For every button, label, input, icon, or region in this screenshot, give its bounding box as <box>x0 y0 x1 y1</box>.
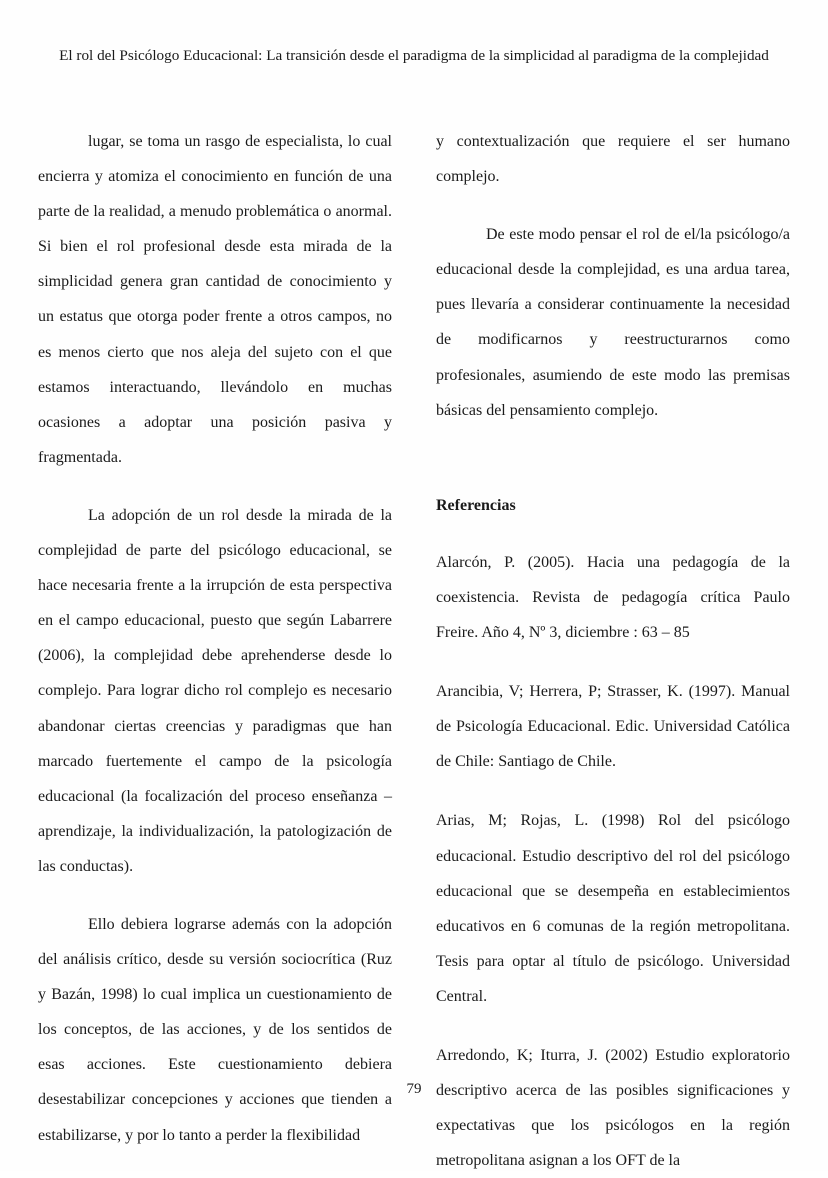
body-paragraph: Ello debiera lograrse además con la adopción del análisis crítico, desde su versión sociocrítica (Ruz y Bazán, 1998) lo cual implica un cuestionamiento de los conceptos, de las acciones, y de los sentidos de esas acciones. Este cuestionamiento debiera desestabilizar concepciones y acciones que tienden a estabilizarse, y por lo tanto a perder la flexibilidad <box>38 915 392 1144</box>
body-paragraph: De este modo pensar el rol de el/la psicólogo/a educacional desde la complejidad, es una ardua tarea, pues llevaría a considerar continuamente la necesidad de modificarnos y reestructurarnos como profesionales, asumiendo de este modo las premisas básicas del pensamiento complejo. <box>436 226 790 419</box>
reference-entry: Alarcón, P. (2005). Hacia una pedagogía de la coexistencia. Revista de pedagogía crítica Paulo Freire. Año 4, Nº 3, diciembre : 63 – 85 <box>436 553 790 642</box>
references-heading: Referencias <box>436 496 516 514</box>
body-paragraph: La adopción de un rol desde la mirada de la complejidad de parte del psicólogo educacional, se hace necesaria frente a la irrupción de esta perspectiva en el campo educacional, puesto que según Labarrere (2006), la complejidad debe aprehenderse desde lo complejo. Para lograr dicho rol complejo es necesario abandonar ciertas creencias y paradigmas que han marcado fuertemente el campo de la psicología educacional (la focalización del proceso enseñanza – aprendizaje, la individualización, la patologización de las conductas). <box>38 506 392 875</box>
left-column <box>38 124 392 1144</box>
running-header: El rol del Psicólogo Educacional: La transición desde el paradigma de la simplicidad al paradigma de la complejidad <box>59 47 769 64</box>
reference-entry: Arias, M; Rojas, L. (1998) Rol del psicólogo educacional. Estudio descriptivo del rol del psicólogo educacional que se desempeña en establecimientos educativos en 6 comunas de la región metropolitana. Tesis para optar al título de psicólogo. Universidad Central. <box>436 812 790 1005</box>
references-spacer <box>436 451 790 488</box>
body-paragraph: lugar, se toma un rasgo de especialista, lo cual encierra y atomiza el conocimiento en función de una parte de la realidad, a menudo problemática o anormal. Si bien el rol profesional desde esta mirada de la simplicidad genera gran cantidad de conocimiento y un estatus que otorga poder frente a otros campos, no es menos cierto que nos aleja del sujeto con el que estamos interactuando, llevándolo en muchas ocasiones a adoptar una posición pasiva y fragmentada. <box>38 133 392 466</box>
reference-entry: Arancibia, V; Herrera, P; Strasser, K. (1997). Manual de Psicología Educacional. Edic. Universidad Católica de Chile: Santiago de Chile. <box>436 683 790 771</box>
right-column <box>436 124 790 1170</box>
page-number: 79 <box>406 1081 422 1097</box>
reference-entry: Arredondo, K; Iturra, J. (2002) Estudio exploratorio descriptivo acerca de las posibles significaciones y expectativas que los psicólogos en la región metropolitana asignan a los OFT de la <box>436 1046 790 1170</box>
body-paragraph-continuation: y contextualización que requiere el ser humano complejo. <box>436 133 790 186</box>
